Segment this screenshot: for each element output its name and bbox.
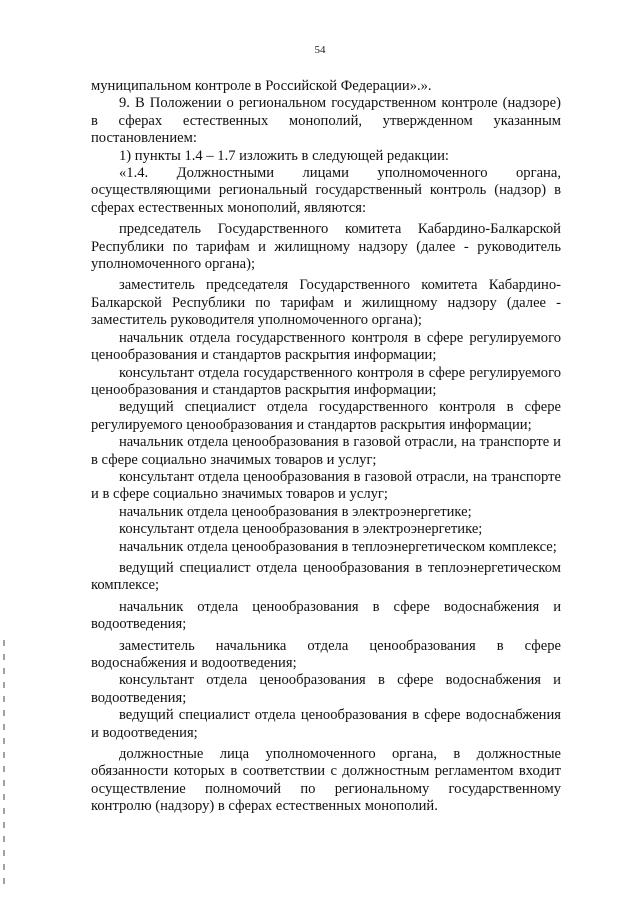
paragraph: ведущий специалист отдела ценообразования в теплоэнергетическом комплексе;: [91, 559, 561, 594]
scan-edge-mark: [3, 640, 5, 890]
paragraph: консультант отдела ценообразования в электроэнергетике;: [119, 521, 483, 538]
paragraph: «1.4. Должностными лицами уполномоченного органа, осуществляющими региональный государственный контроль (надзор) в сферах естественных монополий, являются:: [91, 165, 561, 216]
paragraph: начальник отдела ценообразования в сфере водоснабжения и водоотведения;: [91, 598, 561, 633]
paragraph: 1) пункты 1.4 – 1.7 изложить в следующей редакции:: [119, 147, 449, 164]
paragraph: начальник отдела ценообразования в газовой отрасли, на транспорте и в сфере социально значимых товаров и услуг;: [91, 434, 561, 468]
paragraph: должностные лица уполномоченного органа, в должностные обязанности которых в соответствии с должностным регламентом входит осуществление полномочий по региональному государственному контролю (надзору) в сферах естественных монополий.: [91, 746, 561, 815]
paragraph: ведущий специалист отдела государственного контроля в сфере регулируемого ценообразования и стандартов раскрытия информации;: [91, 399, 561, 433]
paragraph: консультант отдела государственного контроля в сфере регулируемого ценообразования и стандартов раскрытия информации;: [91, 364, 561, 398]
page-number: 54: [314, 44, 326, 56]
paragraph: консультант отдела ценообразования в газовой отрасли, на транспорте и в сфере социально значимых товаров и услуг;: [91, 468, 561, 503]
paragraph: председатель Государственного комитета Кабардино-Балкарской Республики по тарифам и жилищному надзору (далее - руководитель уполномоченного органа);: [91, 221, 561, 273]
paragraph: консультант отдела ценообразования в сфере водоснабжения и водоотведения;: [91, 672, 561, 706]
paragraph: начальник отдела ценообразования в электроэнергетике;: [119, 503, 472, 520]
document-body: [91, 78, 561, 816]
paragraph: заместитель председателя Государственного комитета Кабардино-Балкарской Республики по тарифам и жилищному надзору (далее - заместитель руководителя уполномоченного органа);: [91, 277, 561, 329]
paragraph: начальник отдела государственного контроля в сфере регулируемого ценообразования и стандартов раскрытия информации;: [91, 329, 561, 364]
paragraph: заместитель начальника отдела ценообразования в сфере водоснабжения и водоотведения;: [91, 637, 561, 671]
paragraph: ведущий специалист отдела ценообразования в сфере водоснабжения и водоотведения;: [91, 707, 561, 741]
paragraph: муниципальном контроле в Российской Федерации».».: [91, 78, 432, 94]
paragraph: начальник отдела ценообразования в теплоэнергетическом комплексе;: [119, 538, 557, 555]
paragraph: 9. В Положении о региональном государственном контроле (надзоре) в сферах естественных монополий, утвержденном указанным постановлением:: [91, 95, 561, 147]
